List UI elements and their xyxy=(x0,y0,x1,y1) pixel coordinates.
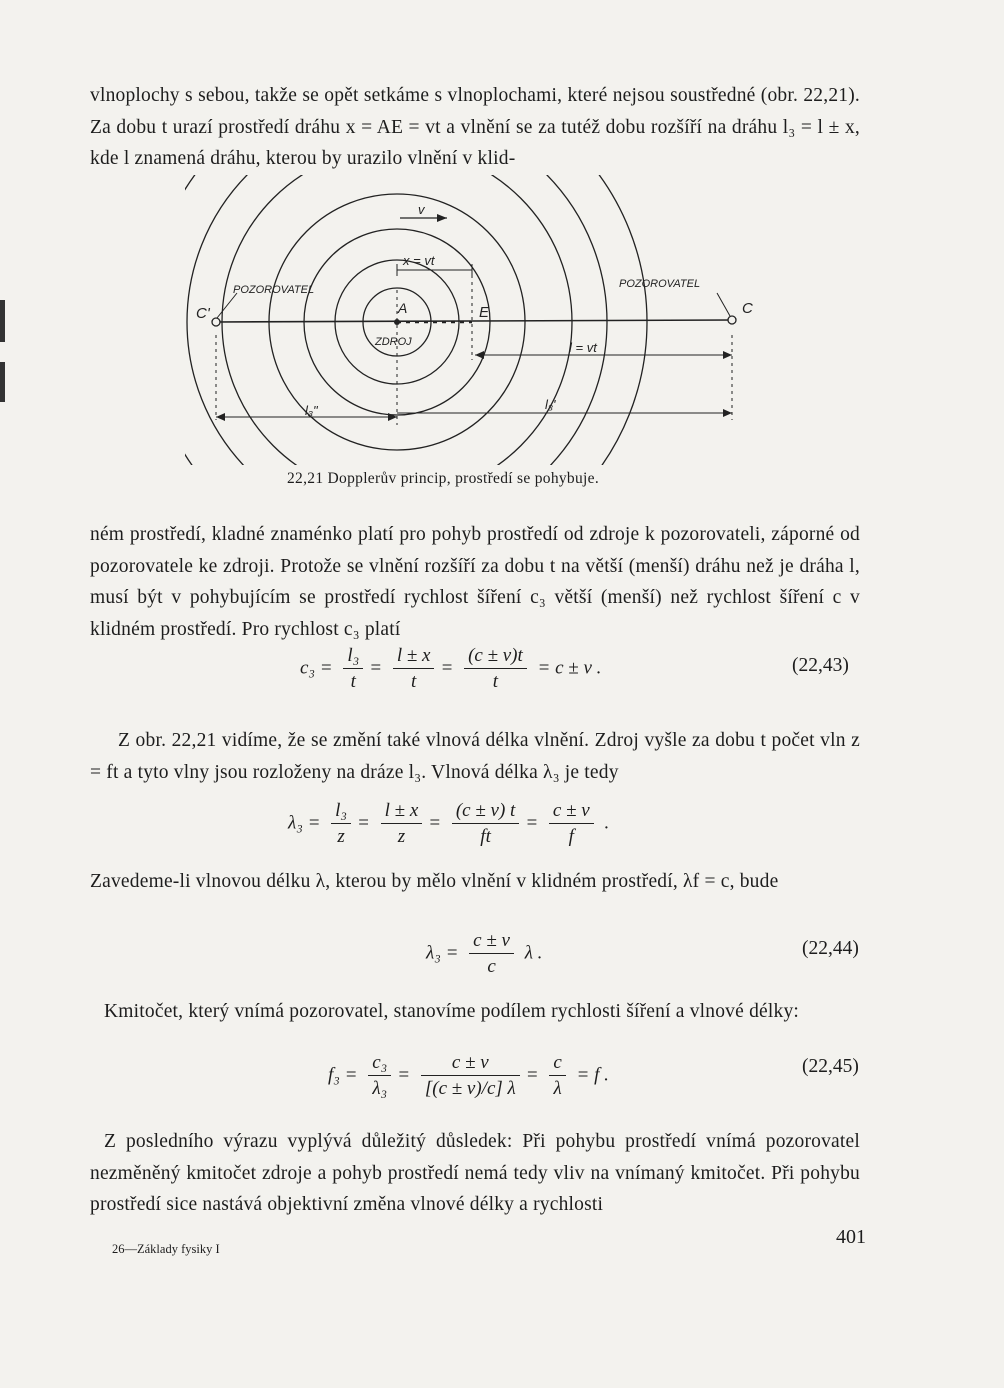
fraction-denominator: ft xyxy=(480,826,491,847)
eq-lhs: c₃ = xyxy=(300,657,333,679)
fraction-denominator: t xyxy=(492,671,499,692)
paragraph-3 xyxy=(90,725,860,788)
leader-line xyxy=(717,293,730,316)
fraction-numerator: l ± x xyxy=(393,645,435,669)
label-l-vt: l = vt xyxy=(569,340,597,355)
fraction-numerator: (c ± v) t xyxy=(452,800,519,824)
equation-wavelength: λ₃ = $\frac{\text{l₃}}{z}$ = $\frac{l \pm x}{z}$ = $\frac{(c \pm v) t}{ft}$ = $\frac{c \pm v}{f}$ . xyxy=(288,800,610,847)
fraction xyxy=(393,645,435,693)
label-c-prime: C' xyxy=(196,305,210,322)
eq-lhs: λ₃ = xyxy=(288,812,321,834)
fraction-numerator: (c ± v)t xyxy=(464,645,527,669)
velocity-arrowhead xyxy=(437,214,447,222)
l-dimension-arrow xyxy=(475,351,484,359)
fraction xyxy=(452,800,519,848)
equation-22-45: f₃ = $\frac{\text{c₃}}{\text{λ₃}}$ = $\frac{c \pm v}{[(c \pm v)/c] \lambda}$ = $\frac{c}{\lambda}$ = f . xyxy=(328,1052,609,1099)
label-a: A xyxy=(398,300,408,316)
fraction-denominator: z xyxy=(397,826,406,847)
fraction-denominator: f xyxy=(568,826,574,847)
eq-tail: . xyxy=(604,812,610,834)
l3-prime-arrow xyxy=(723,409,732,417)
fraction xyxy=(549,800,594,848)
eq-tail: = f . xyxy=(576,1064,609,1086)
fraction xyxy=(421,1052,520,1100)
eq-tail: = c ± v . xyxy=(537,657,602,679)
fraction-numerator: l₃ xyxy=(331,800,351,824)
paragraph-2 xyxy=(90,519,860,645)
paragraph-text: Kmitočet, který vnímá pozorovatel, stanovíme podílem rychlosti šíření a vlnové délky: xyxy=(104,1001,800,1022)
fraction xyxy=(343,645,363,693)
label-e: E xyxy=(479,304,490,321)
paragraph-text: Zavedeme-li vlnovou délku λ, kterou by mělo vlnění v klidném prostředí, λf = c, bude xyxy=(90,871,779,892)
doppler-figure xyxy=(185,175,785,465)
fraction xyxy=(549,1052,565,1100)
equation-22-43: c₃ = $\frac{\text{l₃}}{t}$ = $\frac{l \pm x}{t}$ = $\frac{(c \pm v)t}{t}$ = c ± v . xyxy=(300,645,602,692)
label-l3-prime: l₃' xyxy=(545,397,556,412)
l3-double-arrow xyxy=(216,413,225,421)
l-dimension-arrow xyxy=(723,351,732,359)
margin-mark xyxy=(0,362,5,402)
book-footer: 26—Základy fysiky I xyxy=(112,1242,220,1256)
paragraph-text: Z obr. 22,21 vidíme, že se změní také vlnová délka vlnění. Zdroj vyšle za dobu t počet vln z = ft a tyto vlny jsou rozloženy na dráze l₃. Vlnová délka λ₃ je tedy xyxy=(90,730,860,783)
equation-22-44 xyxy=(426,930,542,978)
fraction-denominator: z xyxy=(337,826,345,847)
observer-left-point xyxy=(212,318,220,326)
leader-line xyxy=(217,293,237,318)
eq-tail: λ . xyxy=(524,942,543,964)
label-c: C xyxy=(742,300,753,317)
paragraph-text: ném prostředí, kladné znaménko platí pro pohyb prostředí od zdroje k pozorovateli, záporné od pozorovatele ke zdroji. Protože se vlnění rozšíří za dobu t na větší (menší) dráhu než je dráha l, musí být v pohybujícím se prostředí rychlost šíření c₃ větší (menší) než rychlost šíření c v klidném prostředí. Pro rychlost c₃ platí xyxy=(90,524,860,640)
fraction-denominator: t xyxy=(350,671,356,692)
label-x-vt: x = vt xyxy=(403,253,435,268)
fraction xyxy=(464,645,527,693)
observer-right-point xyxy=(728,316,736,324)
axis-line xyxy=(215,320,733,322)
paragraph-6 xyxy=(90,1126,860,1221)
fraction xyxy=(469,930,514,978)
equation-label: (22,45) xyxy=(802,1056,859,1077)
fraction-denominator: t xyxy=(411,671,417,692)
paragraph-text: vlnoplochy s sebou, takže se opět setkáme s vlnoplochami, které nejsou soustředné (obr. 22,21). Za dobu t urazí prostředí dráhu x = AE = vt a vlnění se za tutéž dobu rozšíří na dráhu l₃ = l ± x, kde l znamená dráhu, kterou by urazilo vlnění v klid- xyxy=(90,85,860,169)
eq-lhs: λ₃ = xyxy=(426,942,459,964)
page-number: 401 xyxy=(836,1226,866,1248)
label-v: v xyxy=(418,202,425,217)
fraction-numerator: c ± v xyxy=(469,930,514,954)
paragraph-text: Z posledního výrazu vyplývá důležitý důsledek: Při pohybu prostředí vnímá pozorovatel nezměněný kmitočet zdroje a pohyb prostředí nemá tedy vliv na vnímaný kmitočet. Při pohybu prostředí sice nastává objektivní změna vlnové délky a rychlosti xyxy=(90,1131,860,1215)
equation-label: (22,44) xyxy=(802,938,859,959)
equation-label: (22,43) xyxy=(792,655,849,676)
fraction-numerator: c xyxy=(549,1052,565,1076)
fraction-numerator: c ± v xyxy=(549,800,594,824)
figure-caption: 22,21 Dopplerův princip, prostředí se pohybuje. xyxy=(287,470,599,487)
fraction-numerator: c₃ xyxy=(368,1052,391,1076)
label-observer-right: POZOROVATEL xyxy=(619,278,701,290)
label-l3-double: l₃" xyxy=(305,403,318,418)
l3-double-arrow xyxy=(388,413,397,421)
fraction-numerator: c ± v xyxy=(421,1052,520,1076)
fraction xyxy=(381,800,423,848)
fraction-numerator: l ± x xyxy=(381,800,423,824)
label-source: ZDROJ xyxy=(375,336,412,348)
label-observer-left: POZOROVATEL xyxy=(233,284,315,296)
fraction xyxy=(368,1052,391,1100)
fraction-numerator: l₃ xyxy=(343,645,363,669)
fraction xyxy=(331,800,351,848)
paragraph-4 xyxy=(90,866,860,898)
paragraph-5 xyxy=(90,996,860,1028)
fraction-denominator: c xyxy=(487,956,496,977)
fraction-denominator: [(c ± v)/c] λ xyxy=(424,1078,516,1099)
fraction-denominator: λ₃ xyxy=(372,1078,388,1099)
paragraph-1 xyxy=(90,80,860,175)
eq-lhs: f₃ = xyxy=(328,1064,358,1086)
margin-mark xyxy=(0,300,5,342)
fraction-denominator: λ xyxy=(553,1078,562,1099)
